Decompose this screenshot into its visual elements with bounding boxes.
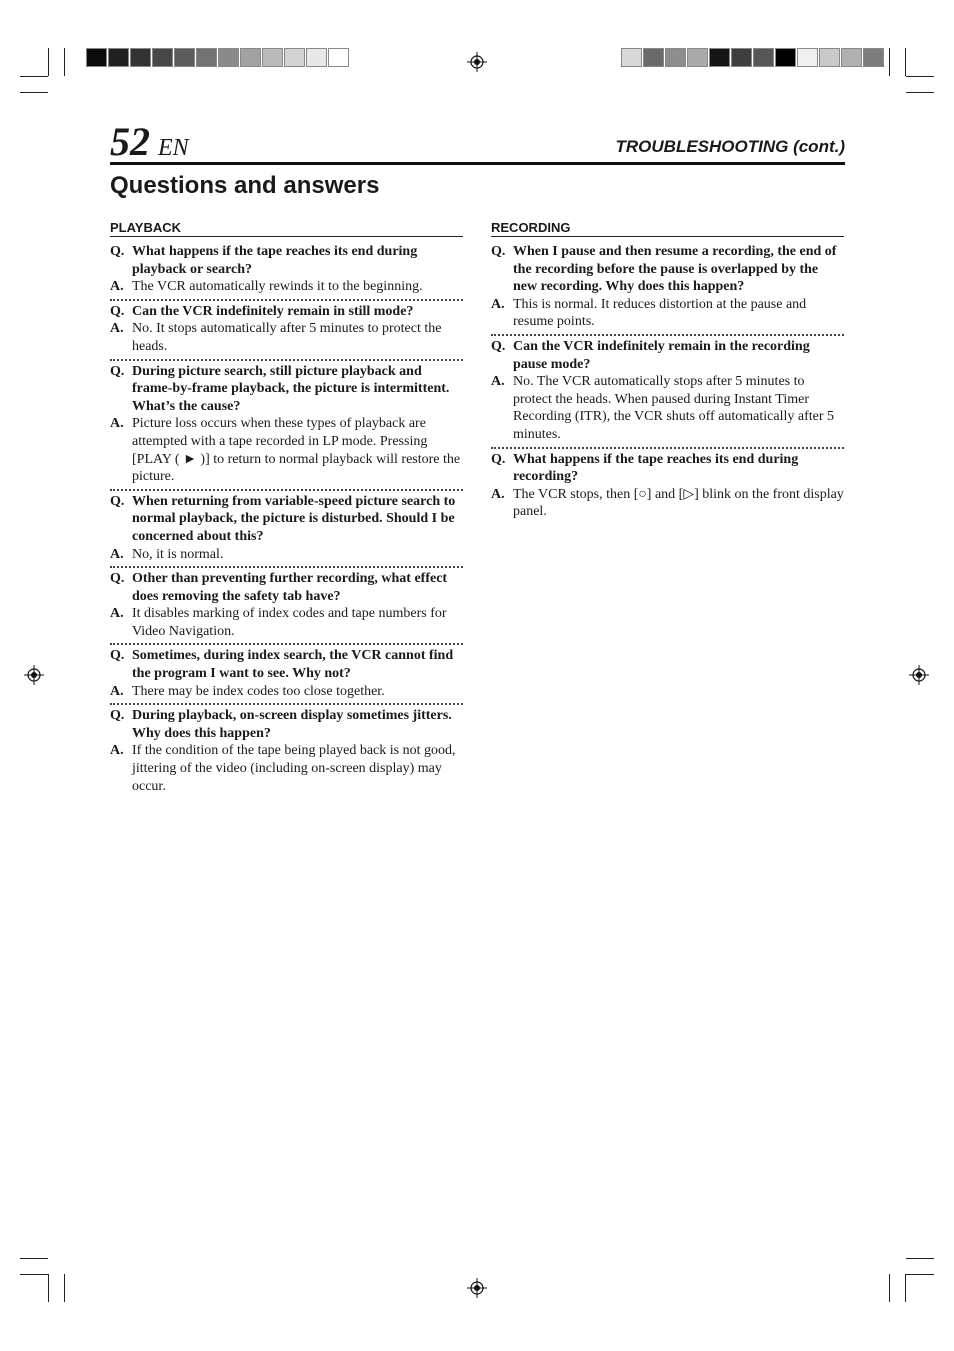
- playback-qa-list: [110, 241, 463, 798]
- question-text: When I pause and then resume a recording, the end of the recording before the pause is overlapped by the new recording. Why does this happen?: [513, 244, 837, 295]
- color-swatch: [86, 48, 107, 67]
- color-swatch: [621, 48, 642, 67]
- answer-label: A.: [491, 486, 505, 502]
- color-swatch: [797, 48, 818, 67]
- answer-text: The VCR automatically rewinds it to the beginning.: [132, 279, 423, 295]
- color-swatch: [152, 48, 173, 67]
- color-swatch: [284, 48, 305, 67]
- color-swatch: [240, 48, 261, 67]
- question-text: Can the VCR indefinitely remain in still mode?: [132, 303, 414, 319]
- color-swatch: [108, 48, 129, 67]
- answer: [110, 742, 463, 795]
- answer: [110, 415, 463, 485]
- question: [491, 243, 844, 296]
- playback-heading: PLAYBACK: [110, 220, 463, 237]
- question: [110, 363, 463, 416]
- question-text: When returning from variable-speed picture search to normal playback, the picture is disturbed. Should I be concerned about this?: [132, 493, 456, 544]
- crop-mark: [20, 92, 48, 93]
- question: [110, 303, 463, 321]
- crop-mark: [906, 1274, 934, 1275]
- recording-heading: RECORDING: [491, 220, 844, 237]
- answer-label: A.: [491, 374, 505, 390]
- answer-label: A.: [491, 296, 505, 312]
- page-header: [110, 120, 845, 165]
- answer: [491, 486, 844, 521]
- color-swatch: [174, 48, 195, 67]
- answer: [491, 296, 844, 331]
- crop-mark: [906, 76, 934, 77]
- answer-text: No. It stops automatically after 5 minutes to protect the heads.: [132, 321, 442, 354]
- color-swatch: [841, 48, 862, 67]
- color-swatch: [863, 48, 884, 67]
- answer-label: A.: [110, 321, 124, 337]
- question-label: Q.: [110, 493, 125, 509]
- question-text: During playback, on-screen display sometimes jitters. Why does this happen?: [132, 708, 452, 741]
- answer-text: No. The VCR automatically stops after 5 minutes to protect the heads. When paused during Instant Timer Recording (ITR), the VCR shuts off automatically after 5 minutes.: [513, 374, 835, 442]
- crop-mark: [906, 92, 934, 93]
- crop-mark: [20, 1258, 48, 1259]
- answer-text: The VCR stops, then [○] and [▷] blink on the front display panel.: [513, 486, 844, 520]
- answer-label: A.: [110, 606, 124, 622]
- answer-label: A.: [110, 546, 124, 562]
- answer-text: This is normal. It reduces distortion at the pause and resume points.: [513, 296, 807, 330]
- question: [491, 451, 844, 486]
- qa-item: [110, 645, 463, 705]
- question-label: Q.: [110, 648, 125, 664]
- answer-label: A.: [110, 683, 124, 699]
- crop-mark: [889, 1274, 890, 1302]
- color-swatch: [328, 48, 349, 67]
- registration-mark-icon: [467, 52, 487, 72]
- answer: [110, 683, 463, 701]
- answer: [110, 278, 463, 296]
- page-title: Questions and answers: [110, 172, 380, 199]
- question: [110, 243, 463, 278]
- answer-label: A.: [110, 743, 124, 759]
- answer: [110, 546, 463, 564]
- question-text: Sometimes, during index search, the VCR cannot find the program I want to see. Why not?: [132, 648, 454, 682]
- question: [110, 647, 463, 682]
- crop-mark: [905, 48, 906, 76]
- qa-item: [110, 491, 463, 568]
- question: [491, 338, 844, 373]
- answer-text: There may be index codes too close together.: [132, 683, 385, 699]
- crop-mark: [20, 1274, 48, 1275]
- crop-mark: [889, 48, 890, 76]
- registration-mark-icon: [467, 1278, 487, 1298]
- color-swatch: [262, 48, 283, 67]
- registration-mark-icon: [24, 665, 44, 685]
- color-swatch: [709, 48, 730, 67]
- qa-item: [110, 568, 463, 645]
- crop-mark: [48, 1274, 49, 1302]
- question-label: Q.: [110, 303, 125, 319]
- answer-text: Picture loss occurs when these types of playback are attempted with a tape recorded in LP mode. Pressing [PLAY ( ► )] to return to normal playback will restore the picture.: [132, 416, 461, 485]
- section-title: TROUBLESHOOTING (cont.): [615, 137, 845, 156]
- question: [110, 493, 463, 546]
- question-label: Q.: [110, 363, 125, 379]
- question: [110, 707, 463, 742]
- grayscale-color-bar: [86, 48, 350, 68]
- crop-mark: [906, 1258, 934, 1259]
- qa-item: [110, 301, 463, 361]
- qa-item: [491, 336, 844, 449]
- crop-mark: [905, 1274, 906, 1302]
- color-swatch: [819, 48, 840, 67]
- question-text: During picture search, still picture playback and frame-by-frame playback, the picture is intermittent. What’s the cause?: [132, 363, 450, 414]
- question-label: Q.: [491, 244, 506, 259]
- answer: [491, 373, 844, 443]
- color-swatch: [130, 48, 151, 67]
- qa-item: [110, 361, 463, 491]
- playback-column: [110, 220, 463, 798]
- language-code: EN: [158, 135, 189, 161]
- question-label: Q.: [110, 244, 125, 259]
- color-swatch: [306, 48, 327, 67]
- question-label: Q.: [491, 451, 506, 467]
- answer-text: No, it is normal.: [132, 546, 224, 562]
- answer-label: A.: [110, 416, 124, 432]
- question-text: Can the VCR indefinitely remain in the recording pause mode?: [513, 338, 810, 372]
- question-text: Other than preventing further recording, what effect does removing the safety tab have?: [132, 571, 448, 604]
- question-label: Q.: [110, 571, 125, 587]
- color-swatch: [196, 48, 217, 67]
- crop-mark: [64, 48, 65, 76]
- color-swatch: [643, 48, 664, 67]
- crop-mark: [20, 76, 48, 77]
- crop-mark: [48, 48, 49, 76]
- question-text: What happens if the tape reaches its end during playback or search?: [132, 244, 418, 277]
- color-swatch: [687, 48, 708, 67]
- recording-qa-list: [491, 241, 844, 524]
- answer-label: A.: [110, 279, 124, 295]
- page-number: 52: [110, 119, 150, 164]
- question-label: Q.: [110, 708, 125, 724]
- color-swatch: [218, 48, 239, 67]
- qa-item: [491, 241, 844, 336]
- question: [110, 570, 463, 605]
- answer: [110, 320, 463, 355]
- crop-mark: [64, 1274, 65, 1302]
- qa-item: [110, 241, 463, 301]
- color-swatch: [775, 48, 796, 67]
- recording-column: [491, 220, 844, 524]
- question-text: What happens if the tape reaches its end during recording?: [513, 451, 799, 485]
- answer-text: It disables marking of index codes and tape numbers for Video Navigation.: [132, 606, 447, 639]
- registration-mark-icon: [909, 665, 929, 685]
- answer-text: If the condition of the tape being played back is not good, jittering of the video (including on-screen display) may occur.: [132, 743, 456, 794]
- question-label: Q.: [491, 338, 506, 354]
- answer: [110, 605, 463, 640]
- grayscale-color-bar: [621, 48, 885, 68]
- color-swatch: [731, 48, 752, 67]
- color-swatch: [753, 48, 774, 67]
- qa-item: [491, 449, 844, 524]
- qa-item: [110, 705, 463, 798]
- color-swatch: [665, 48, 686, 67]
